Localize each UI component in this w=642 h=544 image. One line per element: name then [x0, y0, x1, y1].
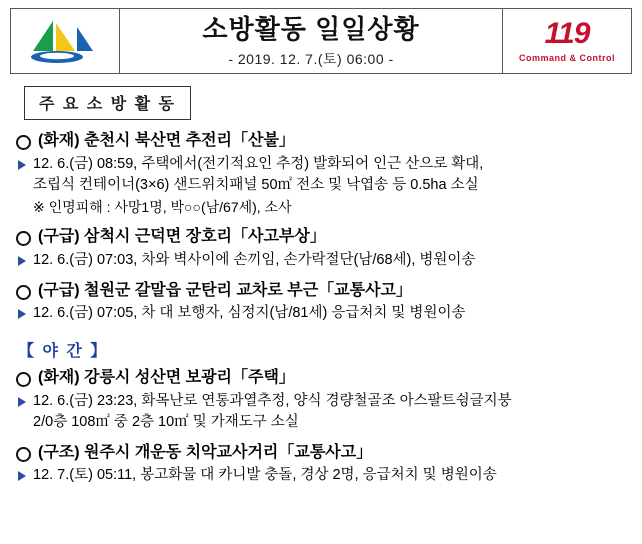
triangle-bullet-icon	[18, 256, 26, 266]
entry-detail-text	[33, 250, 632, 271]
activity-entry	[16, 442, 632, 487]
entry-note: ※ 인명피해 : 사망1명, 박○○(남/67세), 소사	[33, 198, 292, 215]
entry-detail-text	[33, 465, 632, 486]
document-header	[10, 8, 632, 74]
emblem-caption: Command & Control	[519, 53, 615, 63]
fire-service-emblem	[502, 9, 631, 73]
night-section-label: 【 야 간 】	[18, 343, 109, 361]
entry-heading: (구급) 철원군 갈말읍 군탄리 교차로 부근「교통사고」	[38, 281, 413, 299]
entry-detail-line1: 12. 6.(금) 08:59, 주택에서(전기적요인 추정) 발화되어 인근 산으로 확대,	[33, 155, 484, 172]
entry-detail	[18, 250, 632, 271]
entry-heading: (화재) 춘천시 북산면 추전리「산불」	[38, 132, 295, 149]
ring-bullet-icon	[16, 285, 31, 300]
entry-detail-text	[33, 154, 632, 196]
entry-heading-row	[16, 130, 632, 152]
agency-logo	[11, 9, 120, 73]
triangle-bullet-icon	[18, 471, 26, 481]
activity-entry	[16, 280, 632, 325]
activity-list	[10, 130, 632, 486]
sail-boat-logo	[23, 17, 107, 65]
entry-detail	[18, 391, 632, 433]
ring-bullet-icon	[16, 135, 31, 150]
ring-bullet-icon	[16, 447, 31, 462]
page-subtitle: - 2019. 12. 7.(토) 06:00 -	[228, 50, 394, 67]
activity-entry	[16, 226, 632, 271]
header-title-block	[120, 9, 502, 73]
entry-detail-line1: 12. 6.(금) 23:23, 화목난로 연통과열추정, 양식 경량철골조 아스팔트슁글지붕	[33, 392, 512, 409]
triangle-bullet-icon	[18, 160, 26, 170]
entry-detail	[18, 303, 632, 324]
entry-detail-text	[33, 391, 632, 433]
entry-heading-row	[16, 442, 632, 464]
ring-bullet-icon	[16, 231, 31, 246]
emblem-number: 119	[544, 17, 590, 50]
entry-heading-row	[16, 280, 632, 302]
entry-detail-line2: 조립식 컨테이너(3×6) 샌드위치패널 50㎡ 전소 및 낙엽송 등 0.5ha 소실	[33, 176, 479, 193]
triangle-bullet-icon	[18, 397, 26, 407]
entry-heading-row	[16, 367, 632, 389]
activity-entry	[16, 130, 632, 217]
activity-entry	[16, 367, 632, 433]
ring-bullet-icon	[16, 372, 31, 387]
entry-detail-line1: 12. 6.(금) 07:05, 차 대 보행자, 심정지(남/81세) 응급처치 및 병원이송	[33, 305, 466, 322]
entry-detail	[18, 465, 632, 486]
entry-heading: (구조) 원주시 개운동 치악교사거리「교통사고」	[38, 443, 373, 461]
entry-heading: (화재) 강릉시 성산면 보광리「주택」	[38, 369, 295, 387]
entry-detail-line1: 12. 6.(금) 07:03, 차와 벽사이에 손끼임, 손가락절단(남/68세), 병원이송	[33, 251, 476, 268]
entry-detail	[18, 154, 632, 196]
entry-heading: (구급) 삼척시 근덕면 장호리「사고부상」	[38, 227, 326, 245]
section-title: 주 요 소 방 활 동	[24, 86, 191, 120]
page-title: 소방활동 일일상황	[202, 14, 420, 45]
triangle-bullet-icon	[18, 309, 26, 319]
entry-detail-text	[33, 303, 632, 324]
entry-detail-line2: 2/0층 108㎡ 중 2층 10㎡ 및 가재도구 소실	[33, 413, 299, 430]
entry-heading-row	[16, 226, 632, 248]
entry-detail-line1: 12. 7.(토) 05:11, 봉고화물 대 카니발 충돌, 경상 2명, 응급처치 및 병원이송	[33, 467, 497, 484]
